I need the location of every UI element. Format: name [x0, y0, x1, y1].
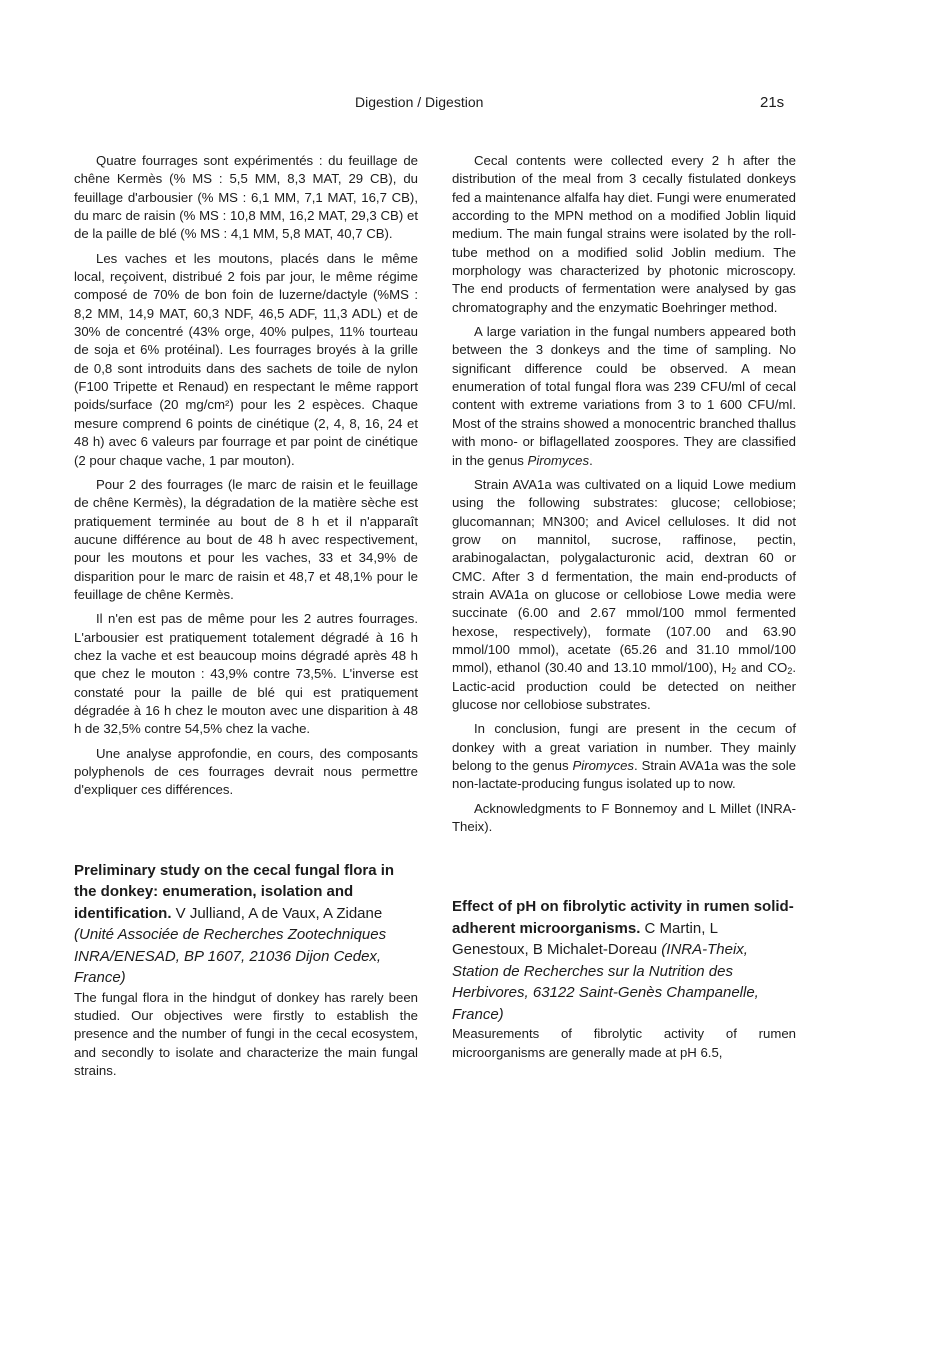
abstract-heading-donkey: [74, 860, 418, 989]
paragraph-fibrolytic-intro: Measurements of fibrolytic activity of rumen microorganisms are generally made at pH 6.5,: [452, 1026, 796, 1060]
running-head: [0, 94, 930, 114]
paragraph-methods: Cecal contents were collected every 2 h after the distribution of the meal from 3 cecally fistulated donkeys fed a maintenance alfalfa hay diet. Fungi were enumerated according to the MPN method on a modified Joblin liquid medium. The main fungal strains were isolated by the roll-tube method on a modified solid Joblin medium. The morphology was characterized by photonic microscopy. The end products of fermentation were analysed by gas chromatography and the enzymatic Boehringer method.: [452, 153, 796, 315]
abstract-title: Preliminary study on the cecal fungal flora in the donkey: enumeration, isolation and identification.: [74, 861, 395, 922]
paragraph-fungal-intro: The fungal flora in the hindgut of donkey has rarely been studied. Our objectives were firstly to establish the presence and the number of fungi in the cecal ecosystem, and secondly to isolate and characterize the main fungal strains.: [74, 989, 418, 1079]
paragraph-acknowledgments: Acknowledgments to F Bonnemoy and L Millet (INRA-Theix).: [452, 800, 796, 835]
abstract-affiliation: (Unité Associée de Recherches Zootechniques INRA/ENESAD, BP 1607, 21036 Dijon Cedex, France): [74, 926, 387, 987]
abstract-heading-rumen: [452, 896, 796, 1025]
abstract-affiliation: (INRA-Theix, Station de Recherches sur la Nutrition des Herbivores, 63122 Saint-Genès Champanelle, France): [452, 941, 759, 1023]
paragraph-fourrages: Quatre fourrages sont expérimentés : du feuillage de chêne Kermès (% MS : 5,5 MM, 8,3 MAT, 29 CB), du feuillage d'arbousier (% MS : 6,1 MM, 7,1 MAT, 16,7 CB), du marc de raisin (% MS : 10,8 MM, 16,2 MAT, 29,3 CB) et de la paille de blé (% MS : 4,1 MM, 5,8 MAT, 40,7 CB).: [74, 153, 418, 242]
paragraph-regime: Les vaches et les moutons, placés dans le même local, reçoivent, distribué 2 fois par jour, le même régime composé de 70% de bon foin de luzerne/dactyle (%MS : 8,2 MM, 14,9 MAT, 60,3 NDF, 46,5 ADF, 11,3 ADL) et de 30% de concentré (43% orge, 40% pulpes, 11% tourteau de soja et 6% protéinal). Les fourrages broyés à la grille de 0,8 sont introduits dans des sachets de toile de nylon (F100 Tripette et Renaud) en respectant le même rapport poids/surface (20 mg/cm²) pour les 2 espèces. Chaque mesure comprend 6 points de cinétique (2, 4, 8, 16, 24 et 48 h) avec 6 valeurs par fourrage et par point de cinétique (2 pour chaque vache, 1 par mouton).: [74, 250, 418, 468]
paragraph-conclusion: In conclusion, fungi are present in the cecum of donkey with a great variation in number. They mainly belong to the genus Piromyces. Strain AVA1a was the sole non-lactate-producing fungus isolated up to now.: [452, 721, 796, 792]
paragraph-degradation: Pour 2 des fourrages (le marc de raisin et le feuillage de chêne Kermès), la dégradation de la matière sèche est pratiquement terminée au bout de 8 h et il n'apparaît aucune différence au bout de 48 h avec respectivement, pour les moutons et pour les vaches, 33 et 34,9% de disparition pour le marc de raisin et 48,7 et 48,1% pour le feuillage de chêne Kermès.: [74, 476, 418, 602]
running-head-title: Digestion / Digestion: [355, 94, 484, 110]
genus-name: Piromyces: [572, 758, 635, 773]
paragraph-arbousier: Il n'en est pas de même pour les 2 autres fourrages. L'arbousier est pratiquement totalement dégradé à 16 h chez la vache et est beaucoup moins dégradé après 48 h que chez le mouton : 43,9% contre 73,5%. L'inverse est constaté pour la paille de blé qui est pratiquement dégradée à 16 h chez le mouton avec une disparition à 48 h de 32,5% contre 54,5% chez la vache.: [74, 611, 418, 737]
abstract-authors: V Julliand, A de Vaux, A Zidane: [171, 904, 383, 922]
right-column: [452, 152, 796, 1068]
genus-name: Piromyces: [527, 452, 590, 468]
paragraph-analyse: Une analyse approfondie, en cours, des composants polyphenols de ces fourrages devrait nous permettre d'expliquer ces différences.: [74, 745, 418, 798]
abstract-authors: C Martin, L Genestoux, B Michalet-Doreau: [452, 919, 718, 959]
left-column: [74, 152, 418, 1086]
paragraph-results: A large variation in the fungal numbers appeared both between the 3 donkeys and the time of sampling. No significant difference could be observed. A mean enumeration of total fungal flora was 239 CFU/ml of cecal content with extreme variations from 3 to 1 600 CFU/ml. Most of the strains showed a monocentric branched thallus with mono- or biflagellated zoospores. They are classified in the genus Piromyces.: [452, 324, 796, 468]
abstract-title: Effect of pH on fibrolytic activity in rumen solid-adherent microorganisms.: [452, 898, 794, 937]
page-number: 21s: [760, 94, 785, 111]
paragraph-strain: Strain AVA1a was cultivated on a liquid Lowe medium using the following substrates: glucose; cellobiose; glucomannan; MN300; and Avicel celluloses. It did not grow on mannitol, sucrose, raffinose, pectin, arabinogalactan, polygalacturonic acid, dextran 60 or CMC. After 3 d fermentation, the main end-products of strain AVA1a on glucose or cellobiose Lowe media were succinate (6.00 and 2.67 mmol/100 mmol fermented hexose, respectively), formate (107.00 and 63.90 mmol/100 mmol), acetate (65.26 and 31.10 mmol/100 mmol), ethanol (30.40 and 13.10 mmol/100), $H_2$ and $CO_2$. Lactic-acid production could be detected on neither glucose nor cellobiose substrates.: [452, 476, 796, 712]
